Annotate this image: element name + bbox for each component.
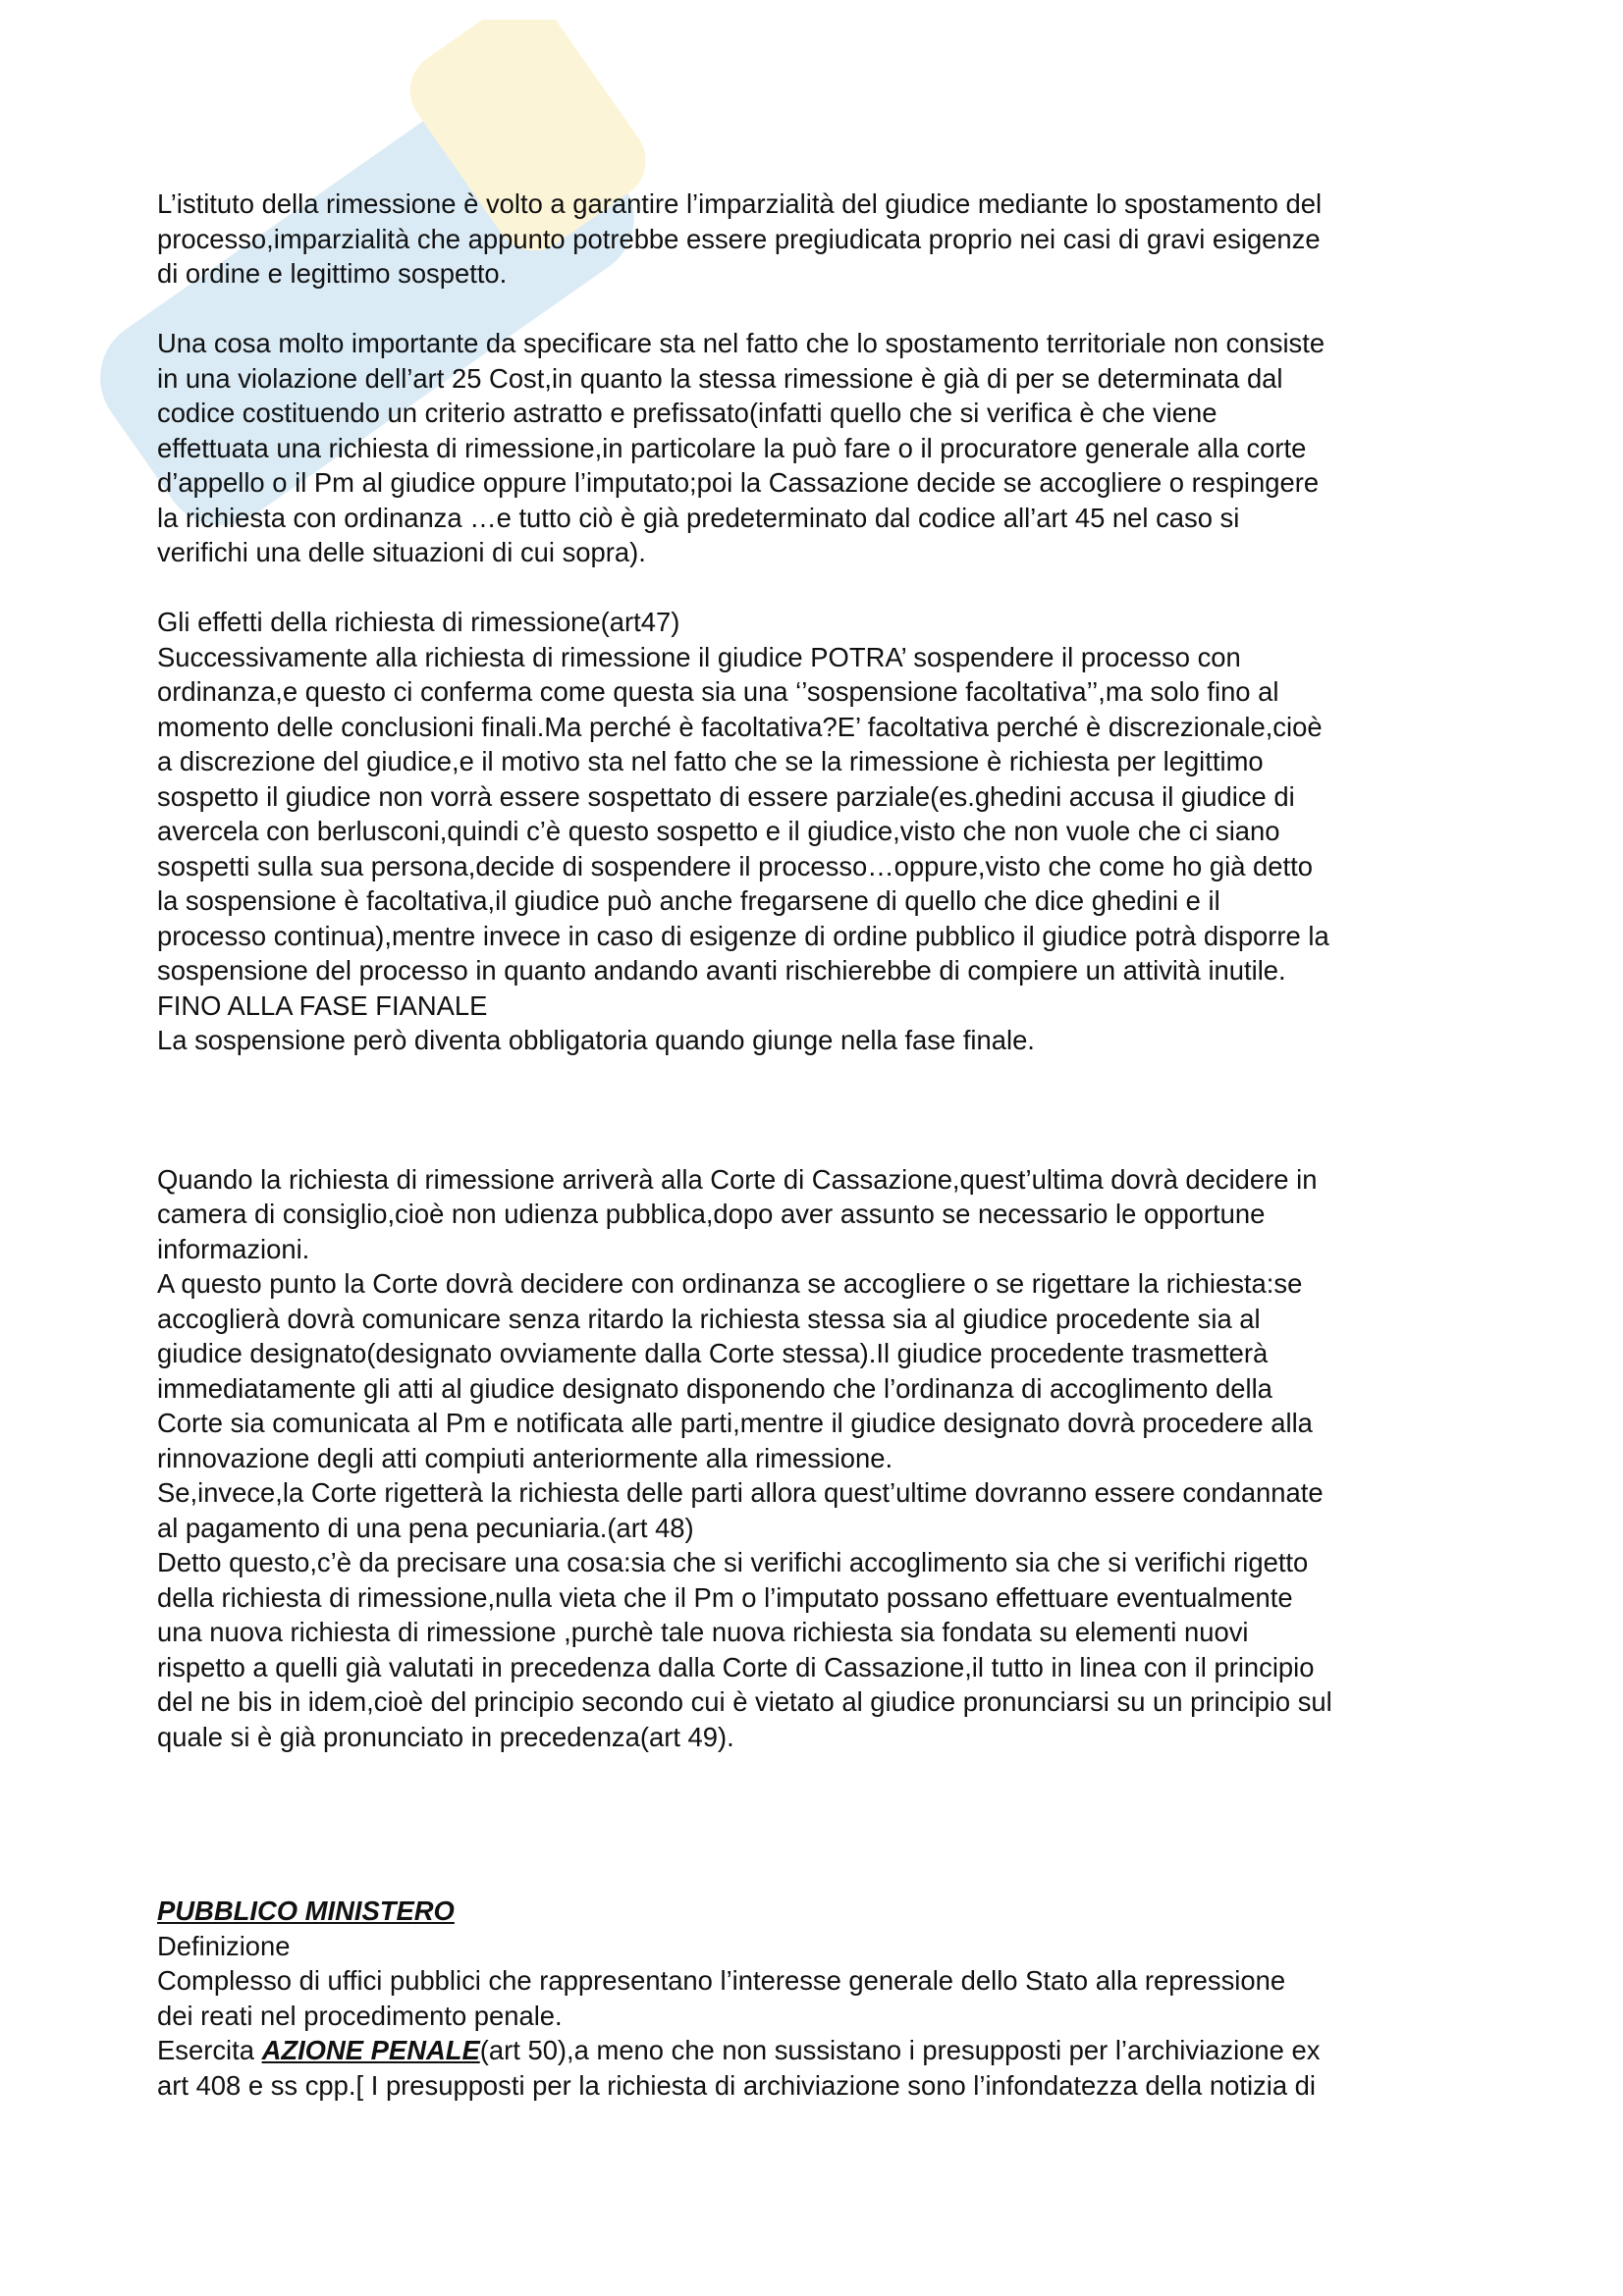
paragraph-sospensione-obbligatoria: La sospensione però diventa obbligatoria quando giunge nella fase finale.: [157, 1025, 1035, 1055]
paragraph-cassazione: Quando la richiesta di rimessione arriverà alla Corte di Cassazione,quest’ultima dovrà decidere in camera di consiglio,cioè non udienza pubblica,dopo aver assunto se necessario le opportune informazioni.: [157, 1163, 1318, 1264]
paragraph-heading-effetti: Gli effetti della richiesta di rimessione(art47): [157, 607, 680, 637]
paragraph-intro: L’istituto della rimessione è volto a garantire l’imparzialità del giudice mediante lo spostamento del processo,imparzialità che appunto potrebbe essere pregiudicata proprio nei casi di gravi esigenze di ordine e legittimo sospetto.: [157, 188, 1323, 289]
section-title-pubblico-ministero: PUBBLICO MINISTERO: [157, 1896, 455, 1926]
document-page: [157, 187, 1492, 2103]
definition-text: Complesso di uffici pubblici che rappresentano l’interesse generale dello Stato alla repressione dei reati nel procedimento penale.: [157, 1965, 1286, 2031]
paragraph-art25: Una cosa molto importante da specificare sta nel fatto che lo spostamento territoriale non consiste in una violazione dell’art 25 Cost,in quanto la stessa rimessione è già di per se determinata dal codice costituendo un criterio astratto e prefissato(infatti quello che si verifica è che viene effettuata una richiesta di rimessione,in particolare la può fare o il procuratore generale alla corte d’appello o il Pm al giudice oppure l’imputato;poi la Cassazione decide se accogliere o respingere la richiesta con ordinanza …e tutto ciò è già predeterminato dal codice all’art 45 nel caso si verifichi una delle situazioni di cui sopra).: [157, 328, 1325, 567]
esercita-rest: (art 50),a meno che non sussistano i presupposti per l’archiviazione ex art 408 e ss cpp.[ I presupposti per la richiesta di archiviazione sono l’infondatezza della notizia di: [157, 2035, 1321, 2101]
definition-label: Definizione: [157, 1930, 291, 1961]
paragraph-azione-penale: [157, 2033, 1492, 2103]
paragraph-sospensione: Successivamente alla richiesta di rimessione il giudice POTRA’ sospendere il processo con ordinanza,e questo ci conferma come questa sia una ‘’sospensione facoltativa’’,ma solo fino al momento delle conclusioni finali.Ma perché è facoltativa?E’ facoltativa perché è discrezionale,cioè a discrezione del giudice,e il motivo sta nel fatto che se la rimessione è richiesta per legittimo sospetto il giudice non vorrà essere sospettato di essere parziale(es.ghedini accusa il giudice di avercela con berlusconi,quindi c’è questo sospetto e il giudice,visto che non vuole che ci siano sospetti sulla sua persona,decide di sospendere il processo…oppure,visto che come ho già detto la sospensione è facoltativa,il giudice può anche fregarsene di quello che dice ghedini e il processo continua),mentre invece in caso di esigenze di ordine pubblico il giudice potrà disporre la sospensione del processo in quanto andando avanti rischierebbe di compiere un attività inutile.: [157, 641, 1329, 986]
paragraph-rigetto: Se,invece,la Corte rigetterà la richiesta delle parti allora quest’ultime dovranno essere condannate al pagamento di una pena pecuniaria.(art 48): [157, 1477, 1324, 1543]
paragraph-fase-finale-caps: FINO ALLA FASE FIANALE: [157, 989, 488, 1021]
esercita-prefix: Esercita: [157, 2035, 262, 2065]
paragraph-ne-bis-in-idem: Detto questo,c’è da precisare una cosa:sia che si verifichi accoglimento sia che si verifichi rigetto della richiesta di rimessione,nulla vieta che il Pm o l’imputato possano effettuare eventualmente una nuova richiesta di rimessione ,purchè tale nuova richiesta sia fondata su elementi nuovi rispetto a quelli già valutati in precedenza dalla Corte di Cassazione,il tutto in linea con il principio del ne bis in idem,cioè del principio secondo cui è vietato al giudice pronunciarsi su un principio sul quale si è già pronunciato in precedenza(art 49).: [157, 1547, 1332, 1752]
azione-penale-term: AZIONE PENALE: [261, 2035, 480, 2065]
paragraph-ordinanza: A questo punto la Corte dovrà decidere con ordinanza se accogliere o se rigettare la richiesta:se accoglierà dovrà comunicare senza ritardo la richiesta stessa sia al giudice procedente sia al giudice designato(designato ovviamente dalla Corte stessa).Il giudice procedente trasmetterà immediatamente gli atti al giudice designato disponendo che l’ordinanza di accoglimento della Corte sia comunicata al Pm e notificata alle parti,mentre il giudice designato dovrà procedere alla rinnovazione degli atti compiuti anteriormente alla rimessione.: [157, 1268, 1313, 1473]
